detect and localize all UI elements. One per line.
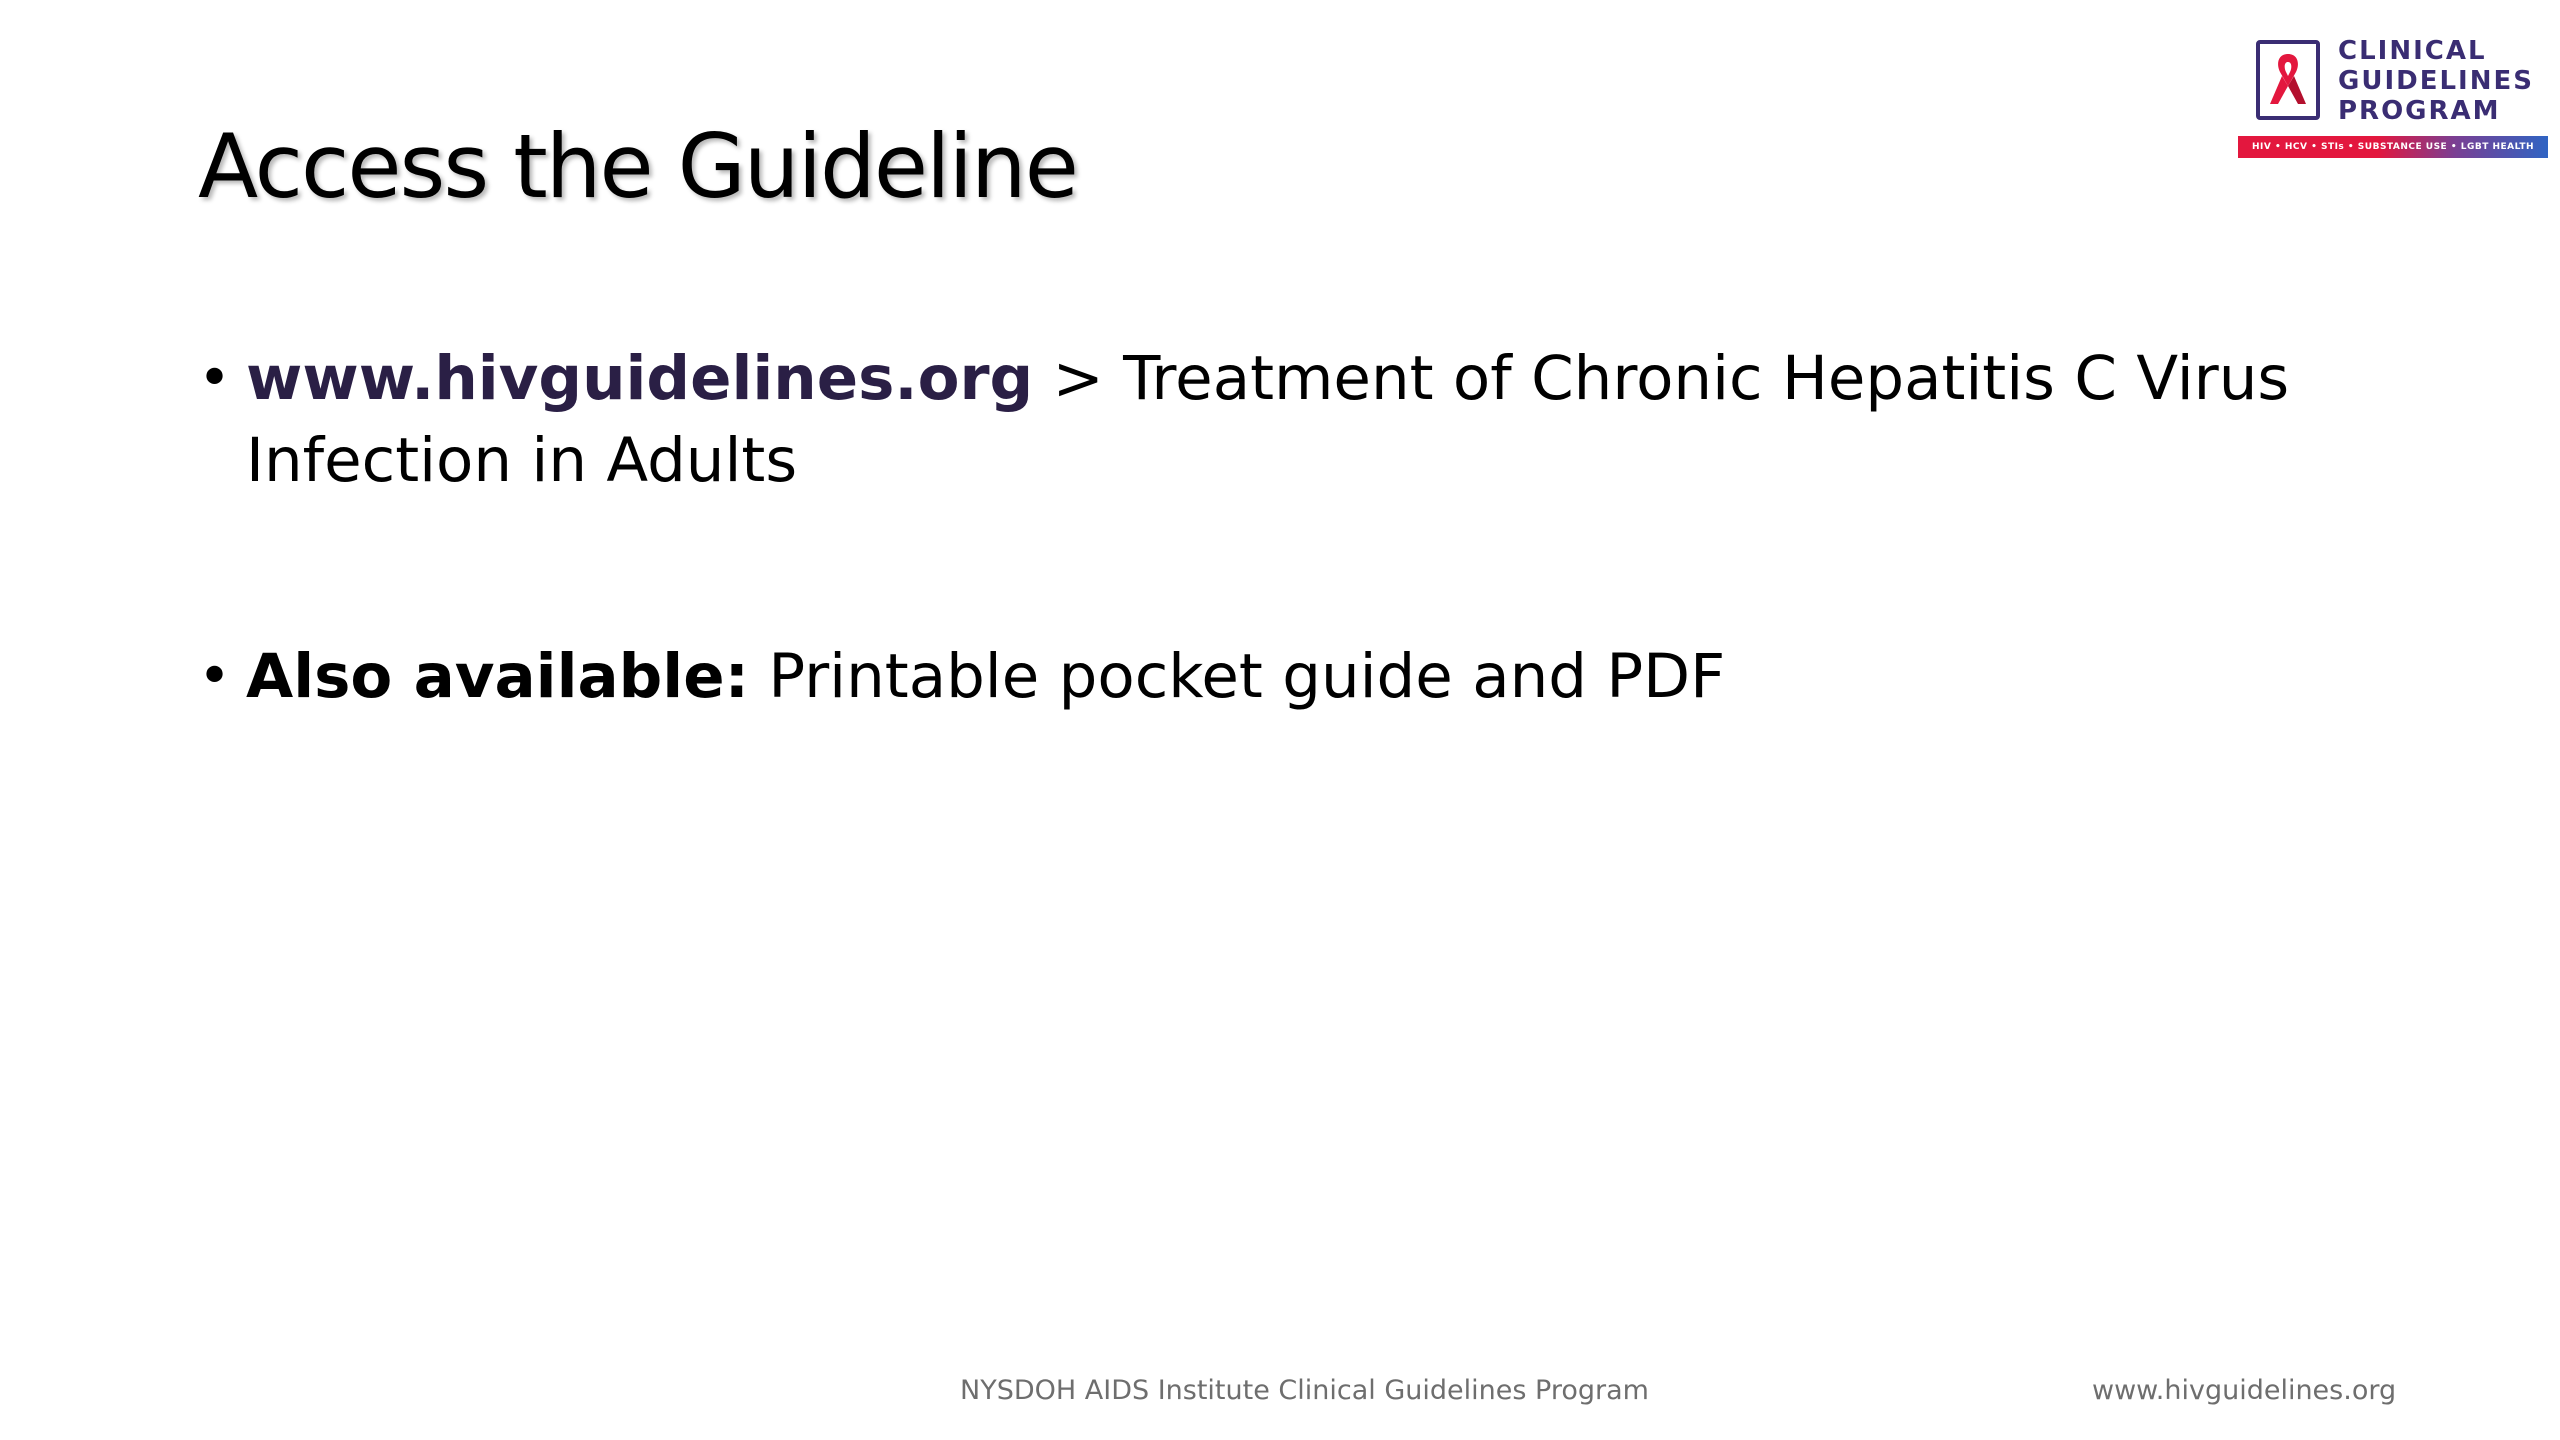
bullet-text: Printable pocket guide and PDF	[748, 641, 1726, 712]
footer-website: www.hivguidelines.org	[2092, 1375, 2397, 1406]
bullet-marker: •	[198, 346, 232, 411]
bullet-marker: •	[198, 644, 232, 709]
clinical-guidelines-program-logo	[2238, 38, 2548, 160]
footer-program-name: NYSDOH AIDS Institute Clinical Guidelines Program	[960, 1375, 1649, 1406]
also-available-label: Also available:	[246, 641, 749, 712]
hivguidelines-link[interactable]: www.hivguidelines.org	[246, 343, 1034, 414]
logo-wordmark	[2338, 36, 2534, 126]
red-ribbon-icon	[2266, 50, 2310, 112]
bullet-item-also-available	[198, 636, 2298, 718]
logo-line-1: CLINICAL	[2338, 36, 2487, 66]
bullet-text: > Treatment of Chronic Hepatitis C Virus Infection in Adults	[246, 343, 2290, 496]
logo-tagline-bar: HIV • HCV • STIs • SUBSTANCE USE • LGBT HEALTH	[2238, 136, 2548, 158]
slide-title: Access the Guideline	[198, 115, 1077, 218]
bullet-item-guideline-link	[198, 338, 2298, 502]
logo-line-2: GUIDELINES	[2338, 66, 2534, 96]
bullet-list	[198, 338, 2298, 718]
logo-icon-frame	[2256, 40, 2320, 120]
logo-line-3: PROGRAM	[2338, 96, 2501, 126]
